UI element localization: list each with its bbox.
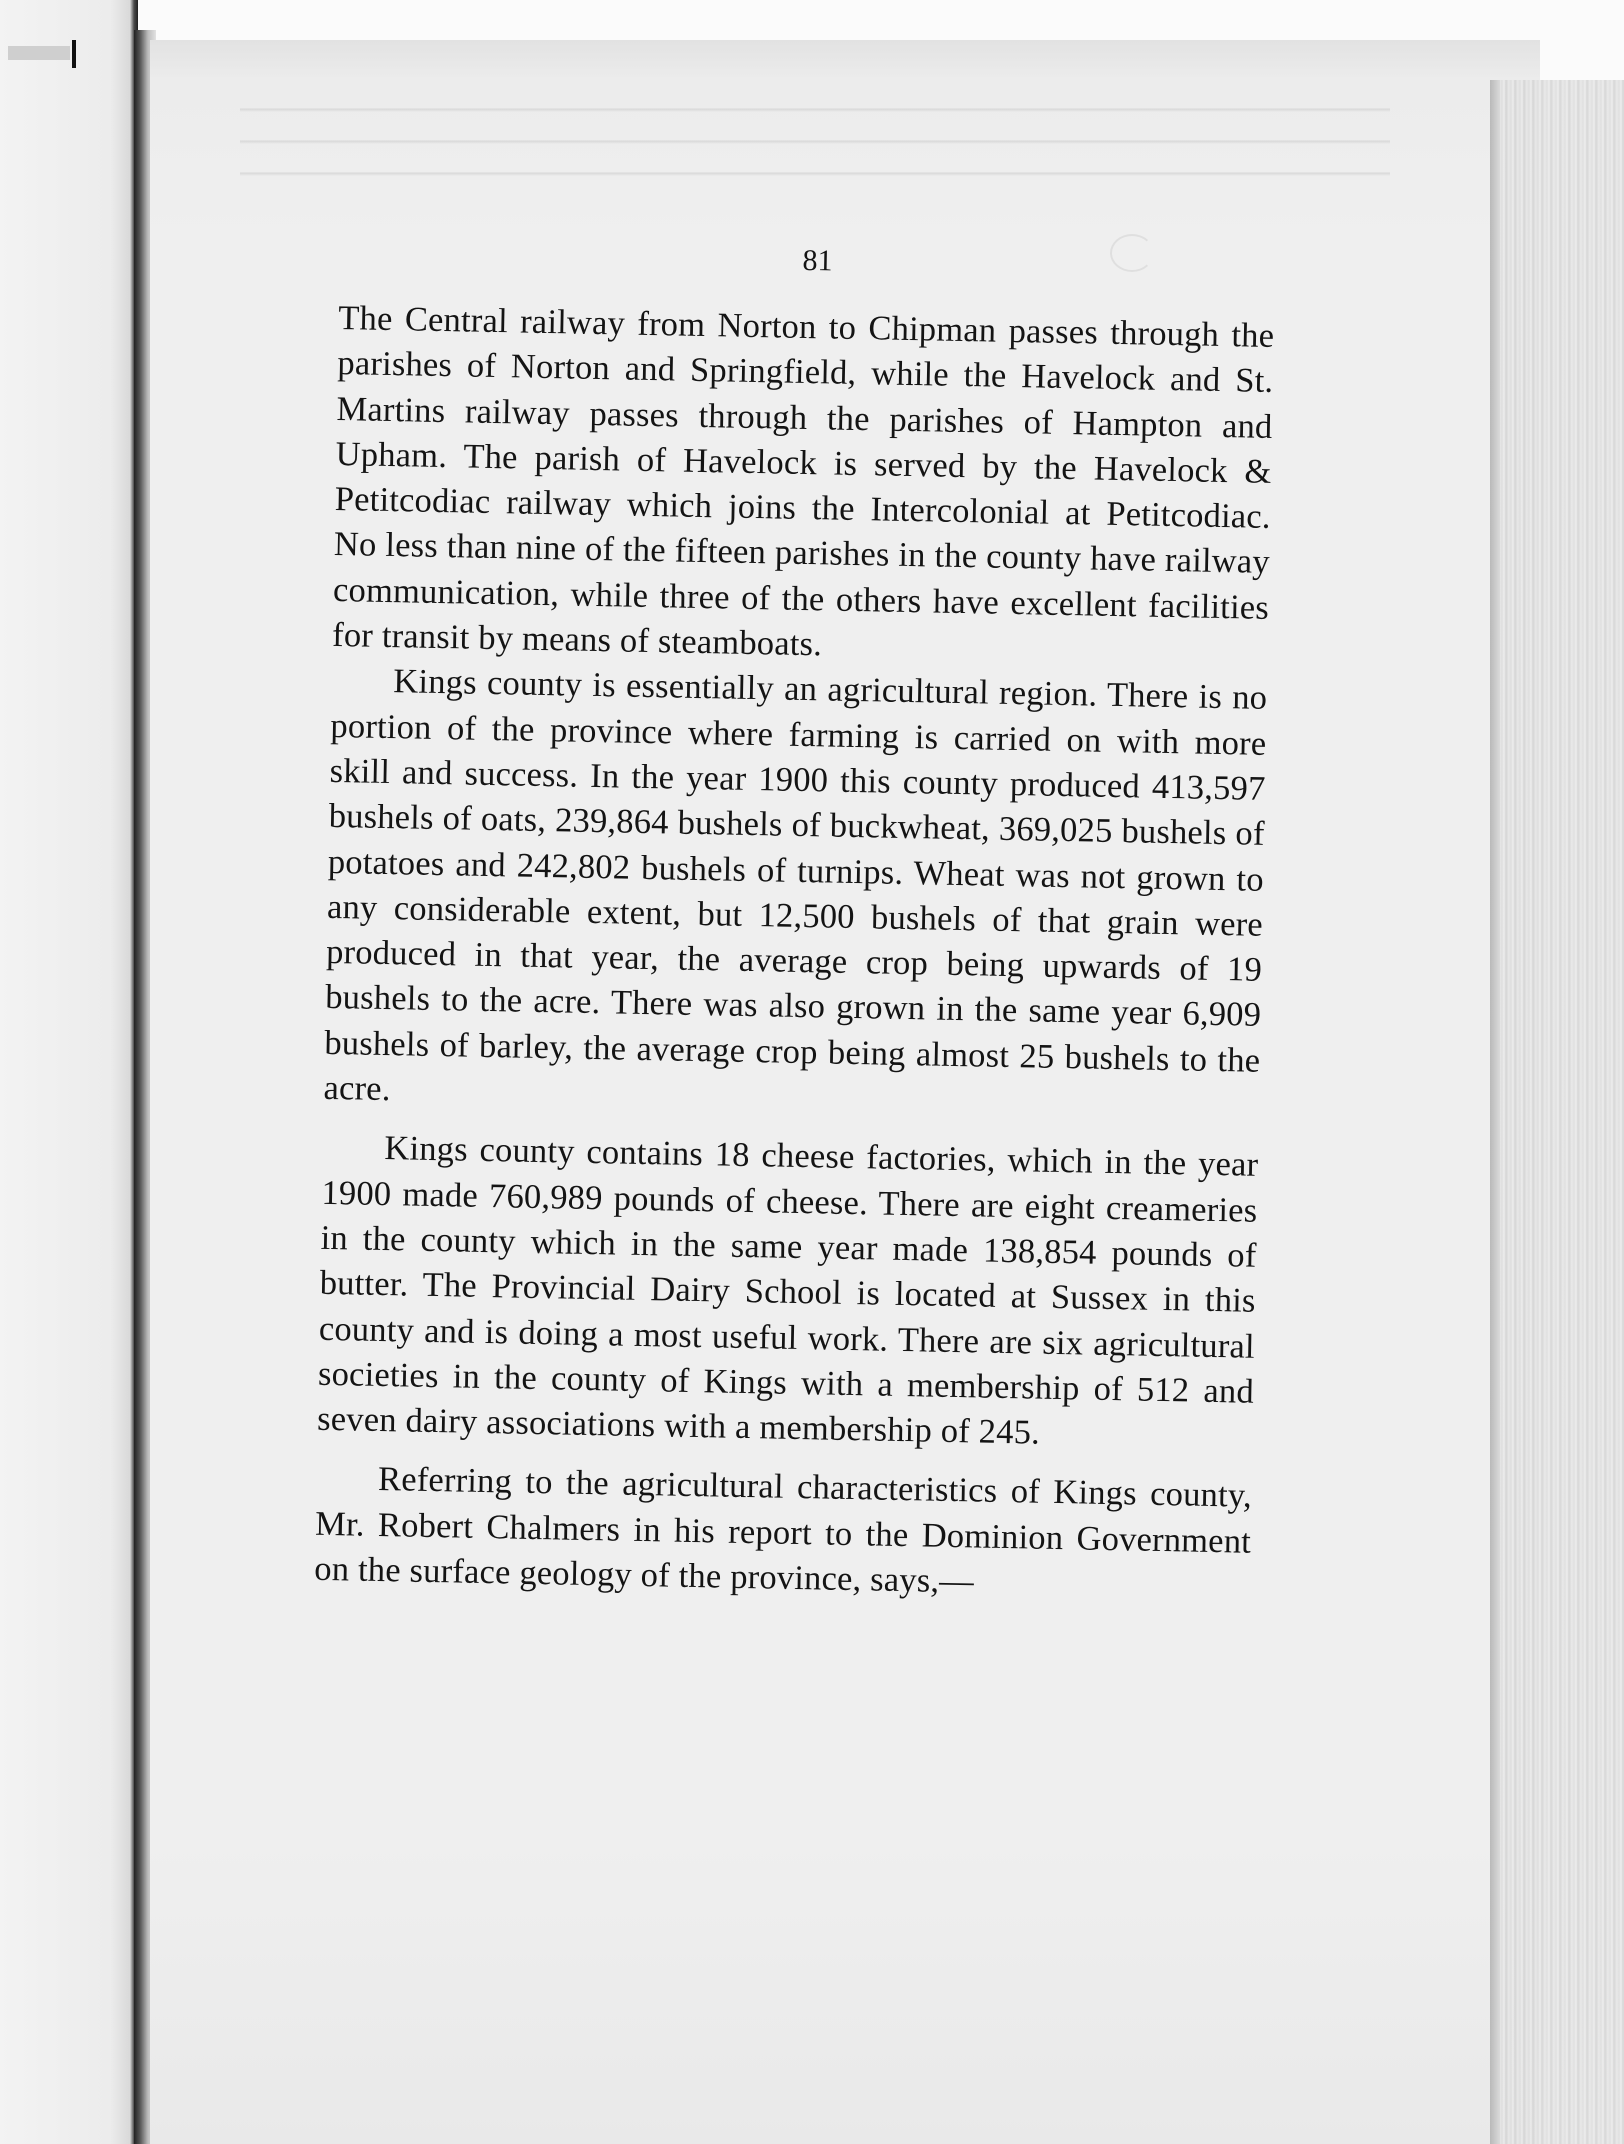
paragraph-agriculture: Kings county is essentially an agricultural region. There is no portion of the province where farming is carried on with more skill and success. In the year 1900 this county produced 413,597 bushels of oats, 239,864 bushels of buckwheat, 369,025 bushels of potatoes and 242,802 bushels of turnips. Wheat was not grown to any considerable extent, but 12,500 bushels of that grain were produced in that year, the average crop being upwards of 19 bushels to the acre. There was also grown in the same year 6,909 bushels of barley, the average crop being almost 25 bushels to the acre. (323, 662, 1268, 1109)
left-page-edge (0, 0, 138, 2144)
page-fore-edge-shadow (1490, 80, 1500, 2144)
paragraph-dairy: Kings county contains 18 cheese factories, which in the year 1900 made 760,989 pounds of cheese. There are eight creameries in the county which in the same year made 138,854 pounds of butter. The Provincial Dairy School is located at Sussex in this county and is doing a most useful work. There are six agricultural societies in the county of Kings with a membership of 512 and seven dairy associations with a membership of 245. (316, 1129, 1259, 1452)
paragraph-railways: The Central railway from Norton to Chipman passes through the parishes of Norton and Springfield, while the Havelock and St. Martins railway passes through the parishes of Hampton and Upham. The parish of Havelock is served by the Havelock & Petitcodiac railway which joins the Intercolonial at Petitcodiac. No less than nine of the fifteen parishes in the county have railway communication, while three of the others have excellent facilities for transit by means of steamboats. (331, 298, 1275, 664)
edge-bar (72, 40, 76, 68)
paragraph-chalmers: Referring to the agricultural characteristics of Kings county, Mr. Robert Chalmers in his report to the Dominion Government on the surface geology of the province, says,— (313, 1460, 1253, 1601)
page-number: 81 (802, 243, 833, 278)
show-through-text (240, 80, 1390, 190)
page-text-block (314, 232, 1276, 1610)
page-fore-edge (1500, 80, 1624, 2144)
edge-mark (8, 46, 70, 60)
